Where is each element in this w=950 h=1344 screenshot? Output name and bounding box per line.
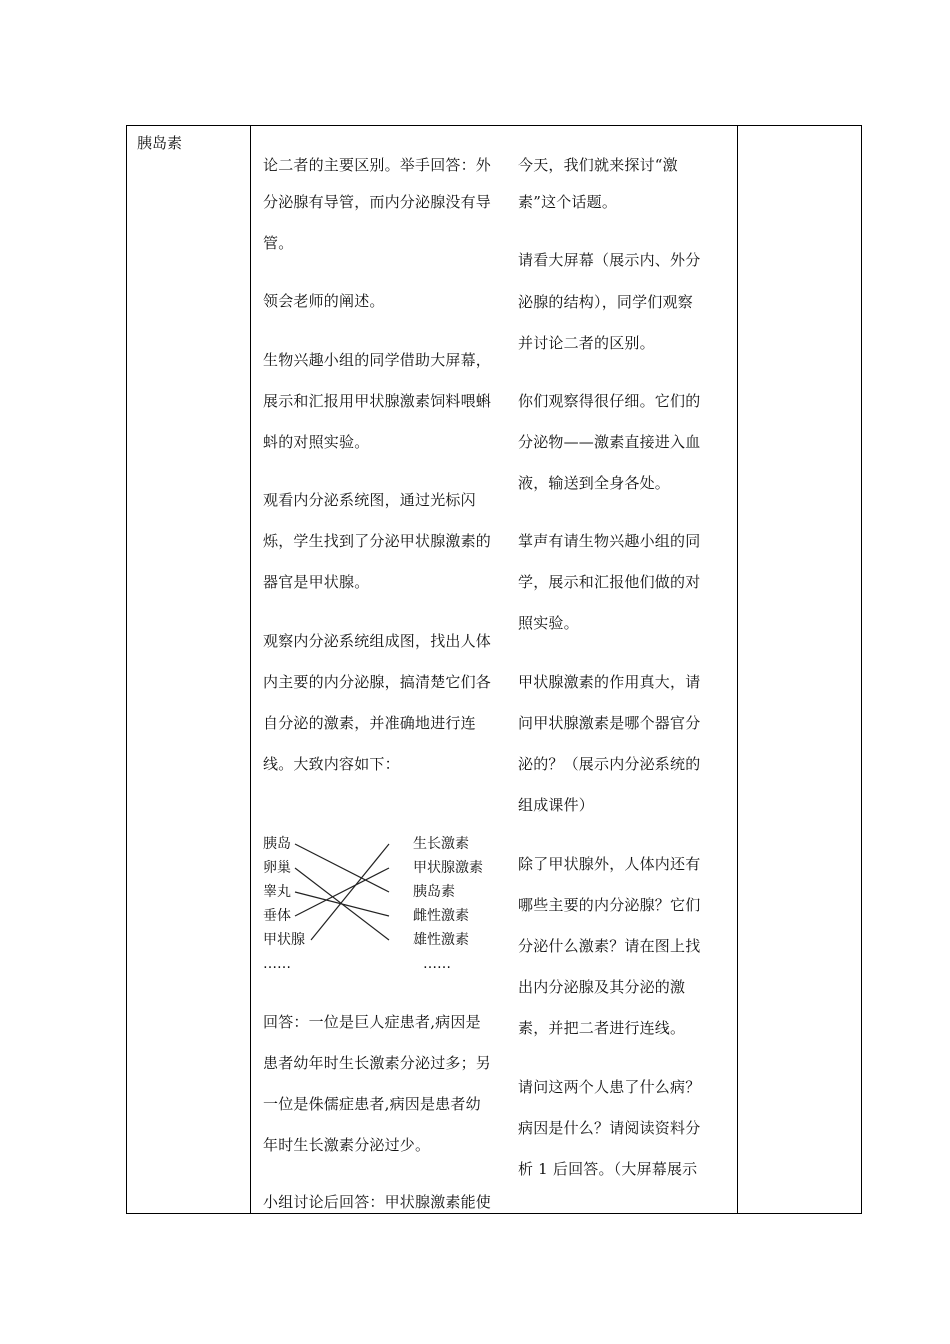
column-divider-2 bbox=[737, 126, 738, 1213]
teacher-line: 并讨论二者的区别。 bbox=[518, 334, 655, 352]
teacher-line: 除了甲状腺外，人体内还有 bbox=[518, 855, 701, 873]
teacher-line: 请看大屏幕（展示内、外分 bbox=[518, 251, 701, 269]
gland-label: 胰岛 bbox=[263, 836, 291, 852]
teacher-line: 泌腺的结构），同学们观察 bbox=[518, 293, 693, 311]
student-line: 管。 bbox=[263, 234, 294, 252]
student-line: 年时生长激素分泌过少。 bbox=[263, 1136, 431, 1154]
gland-label: 垂体 bbox=[263, 908, 291, 924]
student-line: 小组讨论后回答：甲状腺激素能使 bbox=[263, 1193, 492, 1211]
link-line bbox=[295, 892, 389, 916]
teacher-line: 素”这个话题。 bbox=[518, 193, 618, 211]
teacher-line: 泌的？（展示内分泌系统的 bbox=[518, 755, 701, 773]
hormone-label: 甲状腺激素 bbox=[413, 860, 483, 876]
gland-label: 甲状腺 bbox=[263, 932, 305, 948]
teacher-line: 液，输送到全身各处。 bbox=[518, 474, 671, 492]
student-line: 蚪的对照实验。 bbox=[263, 433, 370, 451]
teacher-line: 甲状腺激素的作用真大，请 bbox=[518, 673, 701, 691]
hormone-label: 生长激素 bbox=[413, 836, 469, 852]
gland-label: 卵巢 bbox=[263, 860, 291, 876]
hormone-label: …… bbox=[423, 956, 451, 972]
teacher-line: 掌声有请生物兴趣小组的同 bbox=[518, 532, 701, 550]
student-line: 展示和汇报用甲状腺激素饲料喂蝌 bbox=[263, 392, 492, 410]
student-line: 回答：一位是巨人症患者,病因是 bbox=[263, 1013, 481, 1031]
link-line bbox=[295, 868, 389, 916]
teacher-line: 请问这两个人患了什么病？ bbox=[518, 1078, 701, 1096]
teacher-line: 照实验。 bbox=[518, 614, 579, 632]
gland-label: …… bbox=[263, 956, 291, 972]
teacher-line: 问甲状腺激素是哪个器官分 bbox=[518, 714, 701, 732]
student-line: 领会老师的阐述。 bbox=[263, 292, 385, 310]
topic-cell: 胰岛素 bbox=[137, 134, 183, 152]
student-line: 一位是侏儒症患者,病因是患者幼 bbox=[263, 1095, 481, 1113]
student-line: 线。大致内容如下： bbox=[263, 755, 400, 773]
teacher-line: 析 1 后回答。（大屏幕展示 bbox=[518, 1160, 698, 1178]
hormone-label: 雌性激素 bbox=[413, 908, 469, 924]
hormone-label: 胰岛素 bbox=[413, 884, 455, 900]
link-line bbox=[295, 844, 389, 892]
teacher-line: 分泌什么激素？请在图上找 bbox=[518, 937, 701, 955]
connecting-lines bbox=[261, 830, 511, 980]
student-line: 论二者的主要区别。举手回答：外 bbox=[263, 156, 492, 174]
student-line: 自分泌的激素，并准确地进行连 bbox=[263, 714, 476, 732]
gland-label: 睾丸 bbox=[263, 884, 291, 900]
student-line: 患者幼年时生长激素分泌过多；另 bbox=[263, 1054, 492, 1072]
student-line: 器官是甲状腺。 bbox=[263, 573, 370, 591]
column-divider-1 bbox=[250, 126, 251, 1213]
student-line: 观察内分泌系统组成图，找出人体 bbox=[263, 632, 492, 650]
teacher-line: 学，展示和汇报他们做的对 bbox=[518, 573, 701, 591]
lesson-table bbox=[126, 125, 862, 1214]
teacher-line: 素，并把二者进行连线。 bbox=[518, 1019, 686, 1037]
teacher-line: 病因是什么？请阅读资料分 bbox=[518, 1119, 701, 1137]
gland-hormone-diagram bbox=[261, 830, 511, 980]
teacher-line: 组成课件） bbox=[518, 796, 595, 814]
student-line: 生物兴趣小组的同学借助大屏幕， bbox=[263, 351, 492, 369]
student-line: 烁，学生找到了分泌甲状腺激素的 bbox=[263, 532, 492, 550]
teacher-line: 出内分泌腺及其分泌的激 bbox=[518, 978, 686, 996]
teacher-line: 今天，我们就来探讨“激 bbox=[518, 156, 678, 174]
student-line: 观看内分泌系统图，通过光标闪 bbox=[263, 491, 476, 509]
student-line: 内主要的内分泌腺，搞清楚它们各 bbox=[263, 673, 492, 691]
teacher-line: 你们观察得很仔细。它们的 bbox=[518, 392, 701, 410]
student-line: 分泌腺有导管，而内分泌腺没有导 bbox=[263, 193, 492, 211]
hormone-label: 雄性激素 bbox=[413, 932, 469, 948]
teacher-line: 哪些主要的内分泌腺？它们 bbox=[518, 896, 701, 914]
teacher-line: 分泌物——激素直接进入血 bbox=[518, 433, 701, 451]
